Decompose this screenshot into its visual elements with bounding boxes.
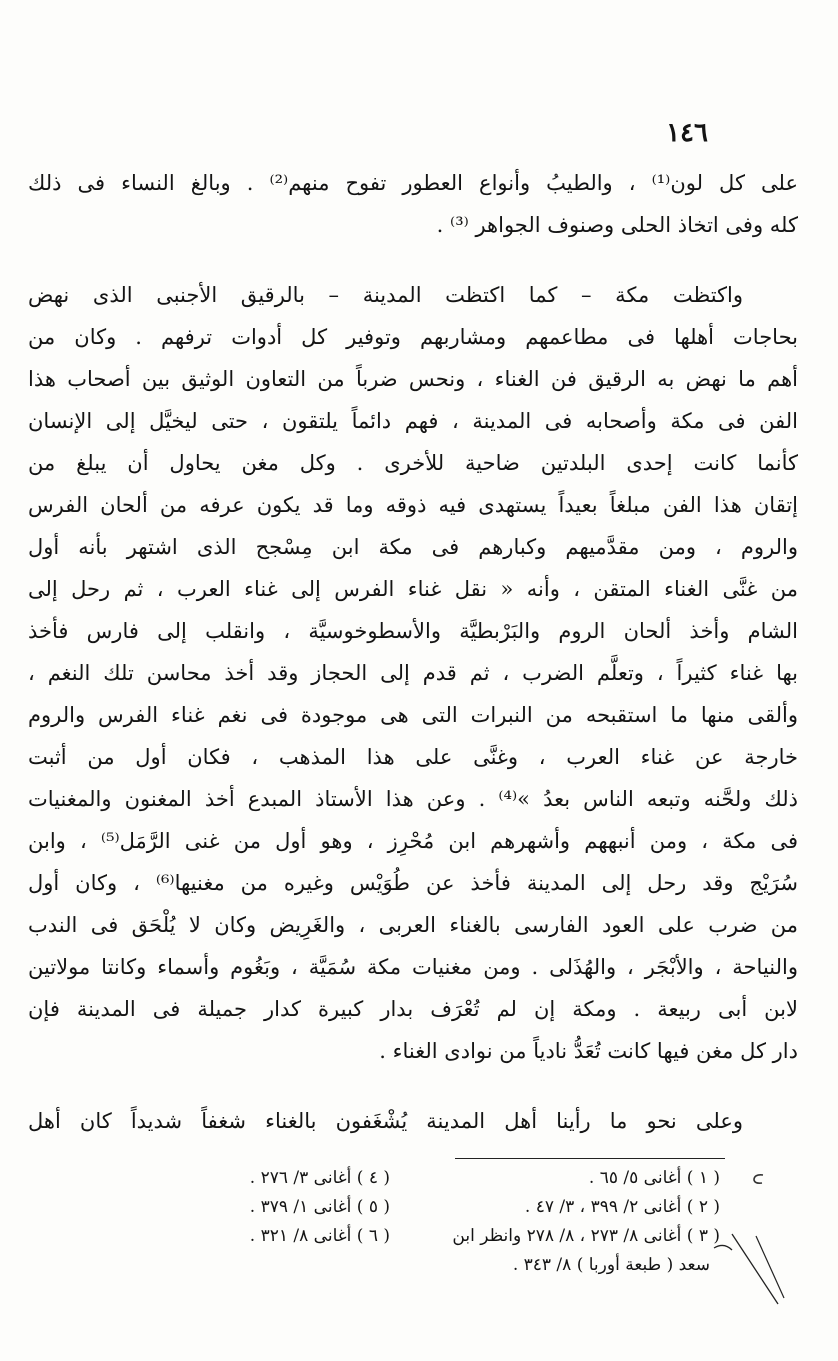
paragraph-3 — [28, 1100, 798, 1142]
text-line: بحاجات أهلها فى مطاعمهم ومشاربهم وتوفير كل أدوات ترفهم . وكان من — [28, 325, 798, 349]
text-line: كله وفى اتخاذ الحلى وصنوف الجواهر ⁽³⁾ . — [436, 213, 798, 237]
footnote-1: ( ١ ) أغانى ٥/ ٦٥ . — [588, 1168, 720, 1188]
footnote-row — [160, 1222, 720, 1251]
text-line: إتقان هذا الفن مبلغاً بعيداً يستهدى فيه ذوقه وما قد يكون عرفه من ألحان الفرس — [28, 493, 798, 517]
paragraph-1 — [28, 162, 798, 246]
pen-scribble-icon — [712, 1228, 792, 1308]
footnote-5: ( ٥ ) أغانى ١/ ٣٧٩ . — [249, 1197, 390, 1217]
text-line: الفن فى مكة وأصحابه فى المدينة ، فهم دائماً يلتقون ، حتى ليخيَّل إلى الإنسان — [28, 409, 798, 433]
text-line: خارجة عن غناء العرب ، وغنَّى على هذا المذهب ، فكان أول من أثبت — [28, 745, 798, 769]
text-line: من ضرب على العود الفارسى بالغناء العربى ، والغَرِيض وكان لا يُلْحَق فى الندب — [28, 913, 798, 937]
paragraph-gap — [28, 246, 798, 274]
footnotes — [160, 1164, 720, 1280]
footnote-2: ( ٢ ) أغانى ٢/ ٣٩٩ ، ٣/ ٤٧ . — [524, 1197, 720, 1217]
body-text — [28, 162, 798, 1142]
text-line: سُرَيْج وقد رحل إلى المدينة فأخذ عن طُوَيْس وغيره من مغنيها⁽⁶⁾ ، وكان أول — [28, 871, 798, 895]
text-line: وعلى نحو ما رأينا أهل المدينة يُشْغَفون بالغناء شغفاً شديداً كان أهل — [28, 1109, 743, 1133]
footnote-3: ( ٣ ) أغانى ٨/ ٢٧٣ ، ٨/ ٢٧٨ وانظر ابن — [452, 1226, 720, 1246]
text-line: واكتظت مكة – كما اكتظت المدينة – بالرقيق الأجنبى الذى نهض — [28, 283, 743, 307]
text-line: وألقى منها ما استقبحه من النبرات التى هى موجودة فى نغم غناء الفرس والروم — [28, 703, 798, 727]
text-line: لابن أبى ربيعة . ومكة إن لم تُعْرَف بدار كبيرة كدار جميلة فى المدينة فإن — [28, 997, 798, 1021]
text-line: الشام وأخذ ألحان الروم والبَرْبطيَّة والأسطوخوسيَّة ، وانقلب إلى فارس فأخذ — [28, 619, 798, 643]
text-line: بها غناء كثيراً ، وتعلَّم الضرب ، ثم قدم إلى الحجاز وقد أخذ محاسن تلك النغم ، — [28, 661, 798, 685]
text-line: كأنما كانت إحدى البلدتين ضاحية للأخرى . وكل مغن يحاول أن يبلغ من — [28, 451, 798, 475]
paragraph-gap — [28, 1072, 798, 1100]
text-line: أهم ما نهض به الرقيق فن الغناء ، ونحس ضرباً من التعاون الوثيق بين أصحاب هذا — [28, 367, 798, 391]
footnote-row — [160, 1193, 720, 1222]
footnote-row — [160, 1164, 720, 1193]
text-line: فى مكة ، ومن أنبههم وأشهرهم ابن مُحْرِز ، وهو أول من غنى الرَّمَل⁽⁵⁾ ، وابن — [28, 829, 798, 853]
text-line: والروم ، ومن مقدَّميهم وكبارهم فى مكة ابن مِسْجح الذى اشتهر بأنه أول — [28, 535, 798, 559]
footnote-4: ( ٤ ) أغانى ٣/ ٢٧٦ . — [249, 1168, 390, 1188]
text-line: من غنَّى الغناء المتقن ، وأنه « نقل غناء الفرس إلى غناء العرب ، ثم رحل إلى — [28, 577, 798, 601]
page-number: ١٤٦ — [666, 118, 708, 148]
text-line: على كل لون⁽¹⁾ ، والطيبُ وأنواع العطور تفوح منهم⁽²⁾ . وبالغ النساء فى ذلك — [28, 171, 798, 195]
text-line: دار كل مغن فيها كانت تُعَدُّ نادياً من نوادى الغناء . — [379, 1039, 798, 1063]
text-line: ذلك ولحَّنه وتبعه الناس بعدُ »⁽⁴⁾ . وعن هذا الأستاذ المبدع أخذ المغنون والمغنيات — [28, 787, 798, 811]
footnote-3-continuation: سعد ( طبعة أوربا ) ٨/ ٣٤٣ . — [512, 1255, 710, 1275]
footnote-6: ( ٦ ) أغانى ٨/ ٣٢١ . — [249, 1226, 390, 1246]
text-line: والنياحة ، والأبْجَر ، والهُذَلى . ومن مغنيات مكة سُمَيَّة ، وبَغُوم وأسماء وكانتا مولاتين — [28, 955, 798, 979]
paragraph-2 — [28, 274, 798, 1072]
footnote-divider — [455, 1158, 725, 1159]
margin-mark-icon — [750, 1172, 766, 1186]
